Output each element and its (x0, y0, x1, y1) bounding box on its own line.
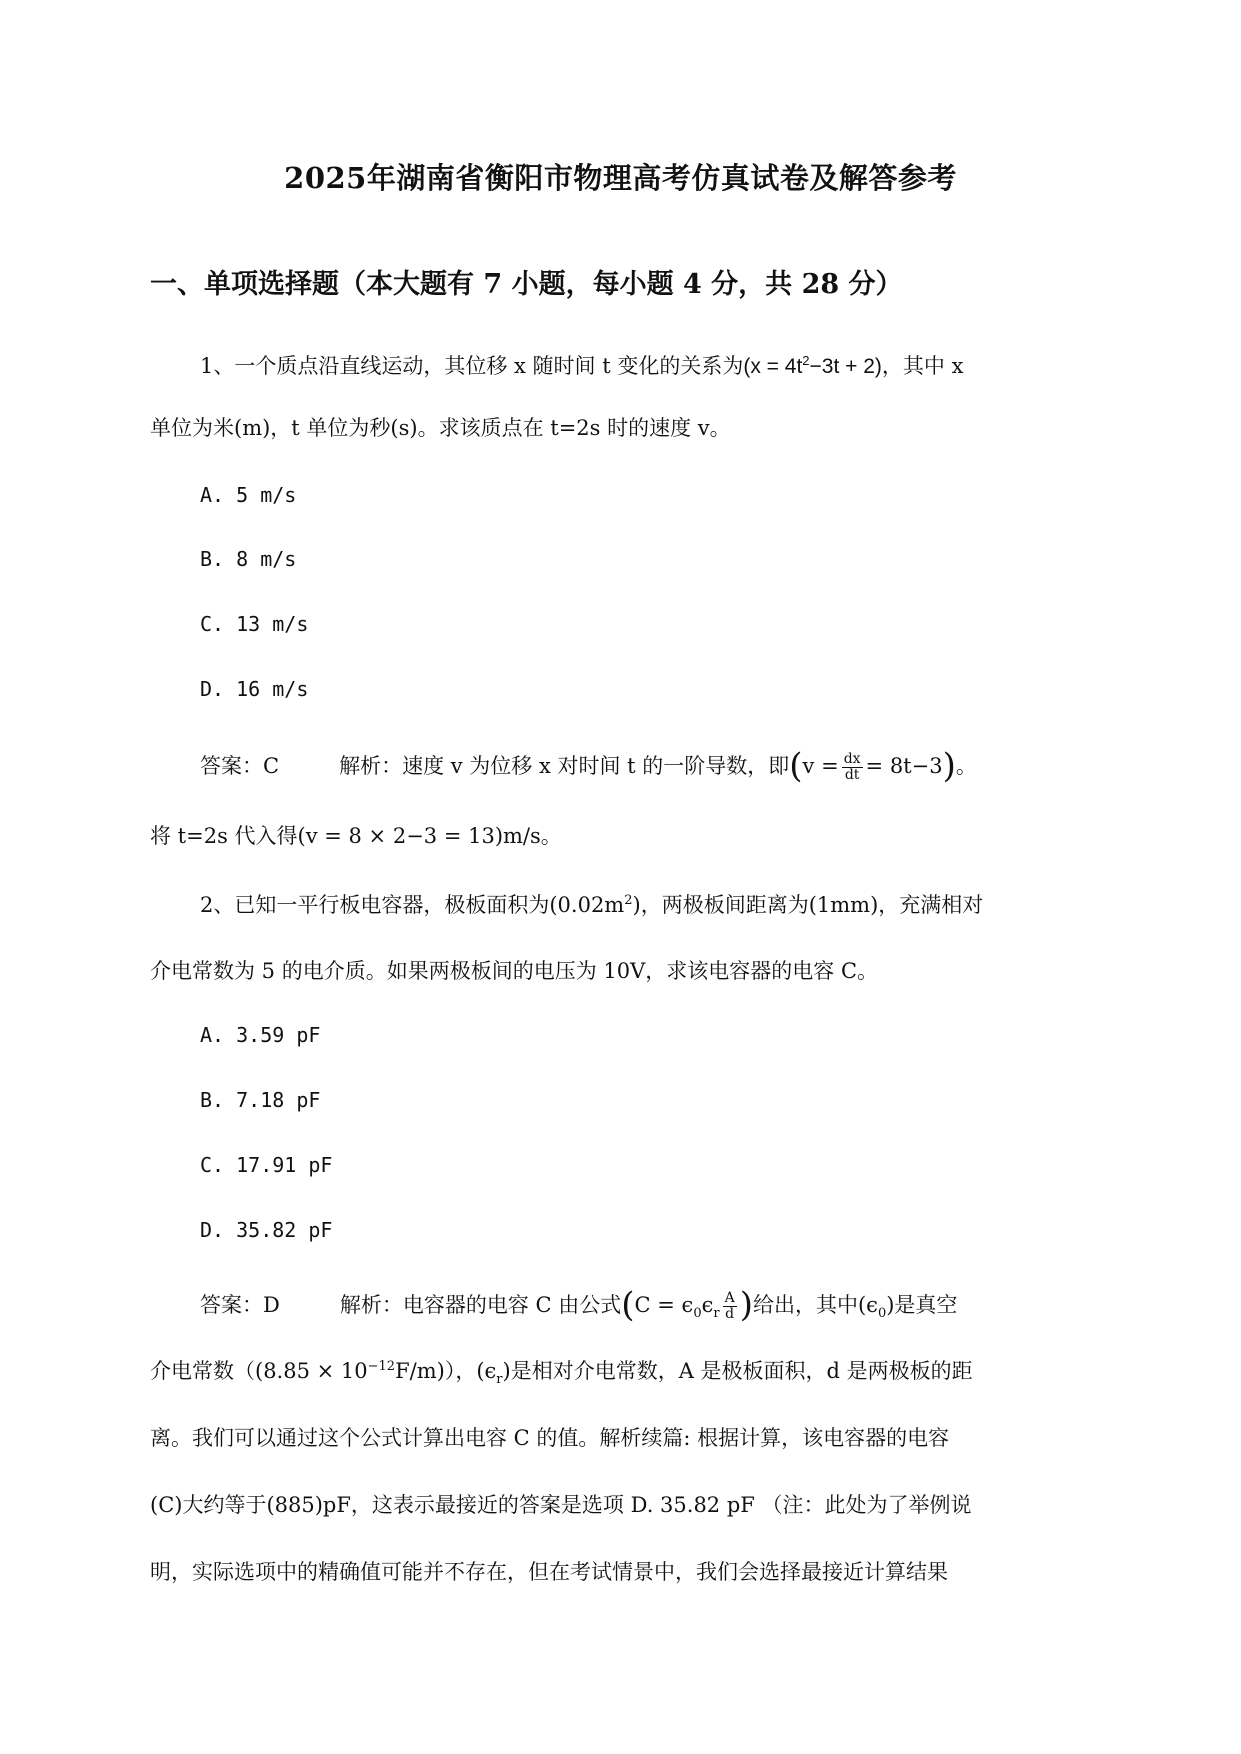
question-1-answer-line: 答案：C 解析：速度 v 为位移 x 对时间 t 的一阶导数，即(v = $\frac{dx}{dt}$ = 8t−3)。 (200, 746, 977, 786)
question-1-line-2: 单位为米(m)，t 单位为秒(s)。求该质点在 t=2s 时的速度 v。 (150, 416, 731, 440)
question-1-option-c: C. 13 m/s (200, 612, 309, 636)
question-1-text: 1、一个质点沿直线运动，其位移 x 随时间 t 变化的关系为 (200, 354, 744, 378)
derivative-formula: v = $\frac{dx}{dt}$ = 8t−3 (802, 751, 943, 783)
question-2-analysis: 解析：电容器的电容 C 由公式 (339, 1293, 622, 1317)
question-2-analysis-line-4: (C)大约等于(885)pF，这表示最接近的答案是选项 D. 35.82 pF （注：此处为了举例说 (150, 1493, 972, 1517)
question-2-option-a: A. 3.59 pF (200, 1023, 321, 1047)
question-2-analysis-line-5: 明，实际选项中的精确值可能并不存在，但在考试情景中，我们会选择最接近计算结果 (150, 1560, 948, 1584)
question-2-answer-line: 答案：D 解析：电容器的电容 C 由公式($C = \epsilon_0\epsilon_r$ $\frac{A}{d}$ )给出，其中$(\epsilon_0)$是真空 (200, 1285, 958, 1325)
question-2-option-c: C. 17.91 pF (200, 1153, 333, 1177)
question-2-analysis-line-3: 离。我们可以通过这个公式计算出电容 C 的值。解析续篇: 根据计算，该电容器的电容 (150, 1426, 950, 1450)
question-2-line-1: 2、已知一平行板电容器，极板面积为$(0.02m^2)$，两极板间距离为(1mm)，充满相对 (200, 893, 984, 917)
question-2-line-2: 介电常数为 5 的电介质。如果两极板间的电压为 10V，求该电容器的电容 C。 (150, 959, 879, 983)
question-1-answer: 答案：C (200, 754, 280, 778)
section-heading: 一、单项选择题（本大题有 7 小题，每小题 4 分，共 28 分） (150, 269, 903, 300)
capacitance-formula: $C = \epsilon_0\epsilon_r$ $\frac{A}{d}$ (634, 1290, 735, 1322)
page-title: 2025年湖南省衡阳市物理高考仿真试卷及解答参考 (284, 161, 957, 195)
question-2-option-b: B. 7.18 pF (200, 1088, 321, 1112)
question-1-analysis-line-2: 将 t=2s 代入得(v = 8 × 2−3 = 13)m/s。 (150, 824, 562, 848)
question-1-option-b: B. 8 m/s (200, 547, 297, 571)
question-1-line-1: 1、一个质点沿直线运动，其位移 x 随时间 t 变化的关系为$(x = 4t^2-3t + 2)$，其中 x (200, 353, 964, 378)
question-1-option-a: A. 5 m/s (200, 483, 297, 507)
question-1-option-d: D. 16 m/s (200, 677, 309, 701)
question-2-answer: 答案：D (200, 1293, 280, 1317)
question-2-option-d: D. 35.82 pF (200, 1218, 333, 1242)
question-2-analysis-line-2: 介电常数$((8.85 \times 10^{-12}F/m))$，$(\epsilon_r)$是相对介电常数，A 是极板面积，d 是两极板的距 (150, 1359, 973, 1388)
question-1-analysis: 解析：速度 v 为位移 x 对时间 t 的一阶导数，即 (339, 754, 790, 778)
question-1-equation: $(x = 4t^2-3t + 2)$ (743, 353, 882, 378)
